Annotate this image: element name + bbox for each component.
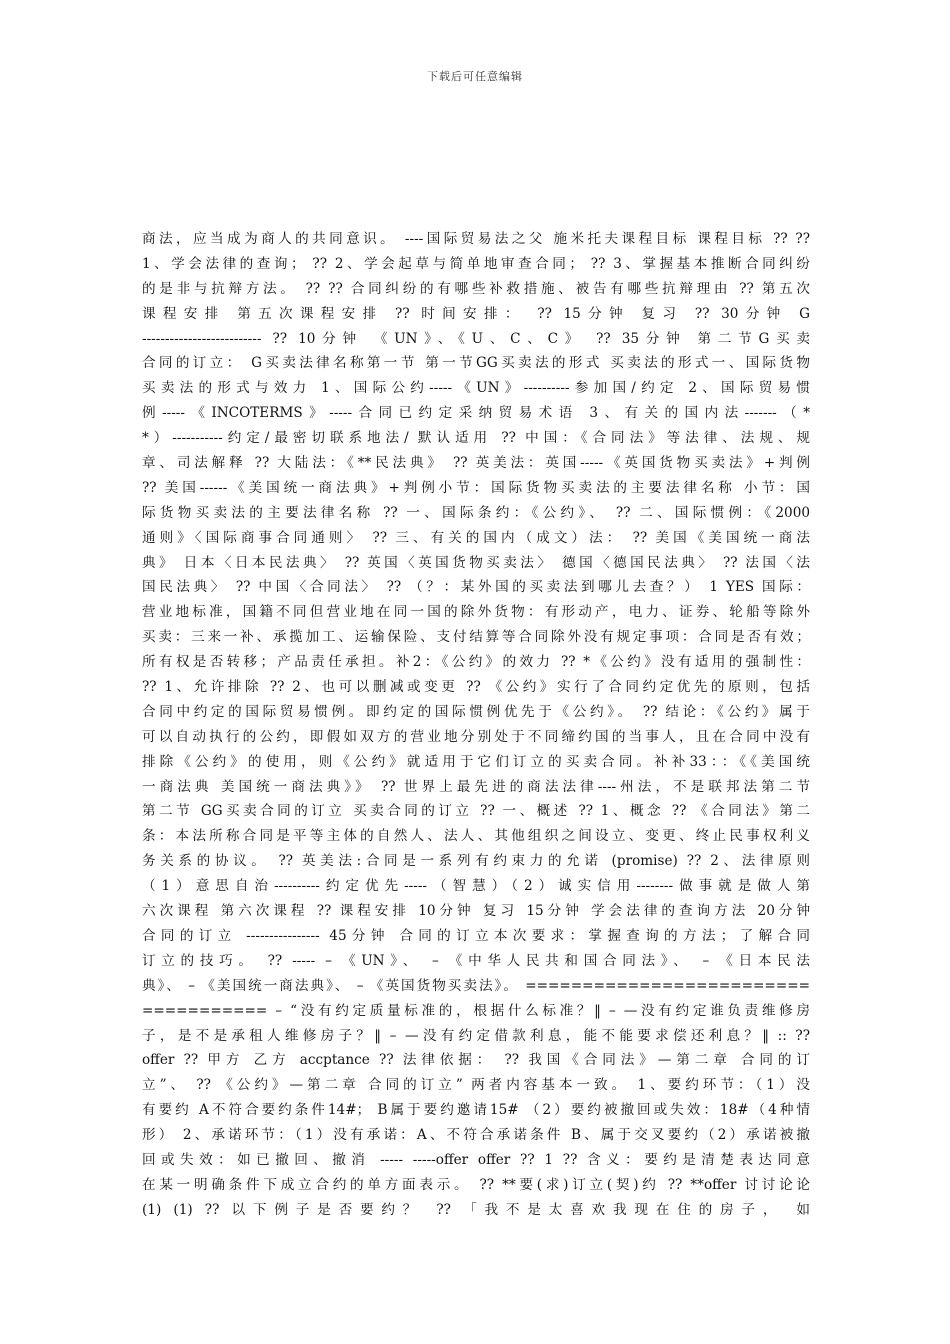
text-line: ?? 美国------《美国统一商法典》+判例小节：国际货物买卖法的主要法律名称 小节：国 [142,479,810,496]
text-line: 所有权是否转移；产品责任承担。补2：《公约》的效力 ?? *《公约》没有适用的强制性： [142,654,810,671]
text-line: （1）意思自治----------约定优先-----（智慧）（2）诚实信用--------做事就是做人第 [142,878,810,895]
text-line: 在某一明确条件下成立合约的单方面表示。 ?? **要(求)订立(契)约 ?? **offer 讨讨论论 [142,1176,810,1193]
text-line: (1) (1) ?? 以下例子是否要约？ ?? 「我不是太喜欢我现在住的房子， 如 [142,1201,810,1218]
text-line: 一商法典 美国统一商法典》》 ?? 世界上最先进的商法法律----州法，不是联邦法第二节 [142,778,810,795]
text-line: 合同中约定的国际贸易惯例。即约定的国际惯例优先于《公约》。 ?? 结论：《公约》属于 [142,703,810,720]
text-line: 典》 日本〈日本民法典〉 ?? 英国〈英国货物买卖法〉 德国〈德国民法典〉 ?? 法国〈法 [142,554,810,571]
text-line: 的是非与抗辩方法。 ?? ?? 合同纠纷的有哪些补救措施、被告有哪些抗辩理由 ?? 第五次 [142,280,810,297]
page-header-note: 下载后可任意编辑 [427,70,523,83]
text-line: 典》、 – 《美国统一商法典》、 – 《英国货物买卖法》。 ========================= [142,977,810,994]
text-line: -------------------------- ?? 10分钟 《UN》、《U、C、C》 ?? 35分钟 第二节G买卖 [142,330,810,347]
text-line: 通则》〈国际商事合同通则〉 ?? 三、有关的国内（成文）法： ?? 美国《美国统一商法 [142,529,810,546]
text-line: 商法，应当成为商人的共同意识。 ----国际贸易法之父 施米托夫课程目标 课程目标 ?? ?? [142,231,810,247]
text-line: *）-----------约定/最密切联系地法/ 默认适用 ?? 中国：《合同法》等法律、法规、规 [142,430,810,447]
text-line: 买卖法的形式与效力 1、国际公约-----《UN》----------参加国/约定 2、国际贸易惯 [142,380,810,397]
text-line: 章、司法解释 ?? 大陆法：《**民法典》 ?? 英美法：英国-----《英国货物买卖法》+判例 [142,455,810,472]
text-line: 国民法典〉 ?? 中国〈合同法〉 ?? （？：某外国的买卖法到哪儿去查？） 1 YES 国际： [142,579,810,596]
document-body [142,227,810,1223]
text-line: 可以自动执行的公约，即假如双方的营业地分别处于不同缔约国的当事人，且在合同中没有 [142,728,810,745]
text-line: 子，是不是承租人维修房子？‖ – —没有约定借款利息，能不能要求偿还利息？‖ :: ?? [142,1027,810,1044]
text-line: 有要约 A不符合要约条件14#； B属于要约邀请15# （2）要约被撤回或失效：18#（4种情 [142,1102,810,1119]
text-line: ?? 1、允许排除 ?? 2、也可以删减或变更 ?? 《公约》实行了合同约定优先的原则，包括 [142,679,810,696]
text-line: 条：本法所称合同是平等主体的自然人、法人、其他组织之间设立、变更、终止民事权利义 [142,828,810,845]
text-line: 务关系的协议。 ?? 英美法:合同是一系列有约束力的允诺 (promise) ?? 2、法律原则 [142,853,810,870]
text-line: 排除《公约》的使用，则《公约》就适用于它们订立的买卖合同。补补33：：《《美国统 [142,753,810,770]
text-line: 第二节 GG买卖合同的订立 买卖合同的订立 ?? 一、概述 ?? 1、概念 ?? 《合同法》第二 [142,803,810,820]
text-line: 订立的技巧。 ?? ----- – 《UN》、 – 《中华人民共和国合同法》、 – 《日本民法 [142,952,810,969]
text-line: 立”、 ?? 《公约》—第二章 合同的订立” 两者内容基本一致。 1、要约环节：（1）没 [142,1077,810,1094]
text-line: 1、学会法律的查询； ?? 2、学会起草与简单地审查合同； ?? 3、掌握基本推断合同纠纷 [142,255,810,272]
text-line: 合同的订立： G买卖法律名称第一节 第一节GG买卖法的形式 买卖法的形式一、国际货物 [142,355,810,372]
text-line: 际货物买卖法的主要法律名称 ?? 一、国际条约：《公约》、 ?? 二、国际惯例：《2000 [142,504,810,521]
text-line: 买卖：三来一补、承揽加工、运输保险、支付结算等合同除外没有规定事项：合同是否有效； [142,629,810,646]
text-line: 营业地标准，国籍不同但营业地在同一国的除外货物：有形动产，电力、证券、轮船等除外 [142,604,810,621]
text-line: 形） 2、承诺环节：（1）没有承诺：A、不符合承诺条件 B、属于交叉要约（2）承诺被撤 [142,1127,810,1144]
text-line: offer ?? 甲方 乙方 accptance ?? 法律依据： ?? 我国《合同法》—第二章 合同的订 [142,1052,810,1069]
text-line: 课程安排 第五次课程安排 ?? 时间安排： ?? 15分钟 复习 ?? 30分钟 G [142,305,810,322]
text-line: 例-----《INCOTERMS》-----合同已约定采纳贸易术语 3、有关的国内法-------（* [142,405,810,422]
text-line: 六次课程 第六次课程 ?? 课程安排 10分钟 复习 15分钟 学会法律的查询方法 20分钟 [142,903,810,920]
text-line: 合同的订立 ---------------- 45分钟 合同的订立本次要求：掌握查询的方法；了解合同 [142,927,810,944]
text-line: 回或失效：如已撤回、撤消 ----- -----offer offer ?? 1 ?? 含义：要约是清楚表达同意 [142,1151,810,1168]
text-line: =========== – “没有约定质量标准的，根据什么标准？‖ – —没有约定谁负责维修房 [142,1002,810,1019]
